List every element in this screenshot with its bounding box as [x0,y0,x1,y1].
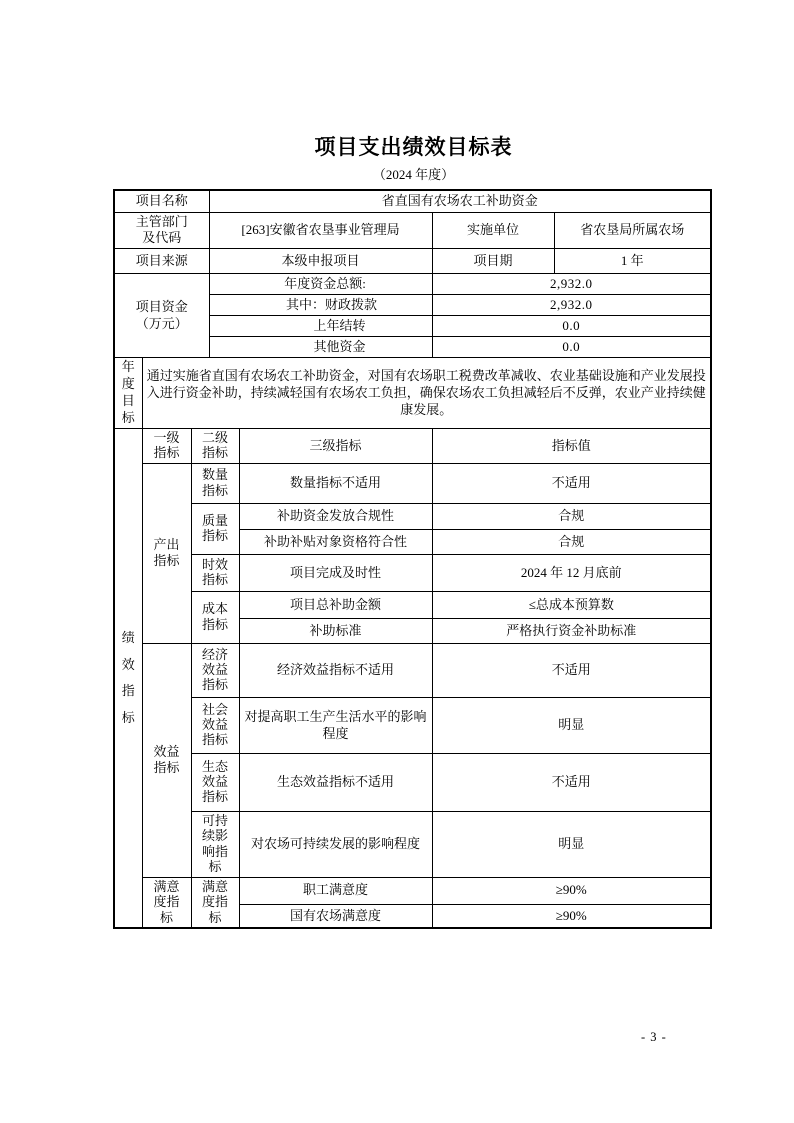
dept-label [114,212,209,249]
level3-cell: 补助标准 [239,619,432,644]
fund-value-carryover: 0.0 [432,316,711,337]
level2-cell: 生态效益指标 [191,754,239,812]
table-row [114,358,711,429]
level1-cell: 产出指标 [142,464,191,644]
period-label: 项目期 [432,249,554,274]
performance-target-table [113,189,712,929]
dept-value: [263]安徽省农垦事业管理局 [209,212,432,249]
header-level1: 一级指标 [142,428,191,463]
level2-cell: 质量指标 [191,504,239,555]
indicator-row [114,812,711,878]
source-label: 项目来源 [114,249,209,274]
table-row [114,428,711,463]
header-level2: 二级指标 [191,428,239,463]
value-cell: 2024 年 12 月底前 [432,555,711,592]
indicator-row [114,754,711,812]
annual-goal-label [114,358,142,429]
dept-label-text: 主管部门及代码 [135,213,188,246]
level2-cell: 经济效益指标 [191,644,239,698]
document-content [113,0,714,929]
level1-cell: 满意度指标 [142,877,191,928]
funds-label [114,274,209,358]
fund-value-fiscal: 2,932.0 [432,295,711,316]
fund-item-fiscal: 其中：财政拨款 [209,295,432,316]
indicator-row [114,464,711,504]
value-cell: 不适用 [432,464,711,504]
indicator-row [114,555,711,592]
level3-cell: 对提高职工生产生活水平的影响程度 [239,698,432,754]
level2-cell: 数量指标 [191,464,239,504]
page-title: 项目支出绩效目标表 [314,136,513,159]
level2-cell: 满意度指标 [191,877,239,928]
value-cell: 严格执行资金补助标准 [432,619,711,644]
value-cell: 不适用 [432,644,711,698]
indicators-label [114,428,142,928]
value-cell: 合规 [432,504,711,530]
level3-cell: 项目完成及时性 [239,555,432,592]
level3-cell: 补助资金发放合规性 [239,504,432,530]
header-level3: 三级指标 [239,428,432,463]
value-cell: 不适用 [432,754,711,812]
indicator-row [114,644,711,698]
level2-cell: 可持续影响指标 [191,812,239,878]
table-row [114,190,711,212]
source-value: 本级申报项目 [209,249,432,274]
level2-cell: 社会效益指标 [191,698,239,754]
fund-value-total: 2,932.0 [432,274,711,295]
value-cell: ≥90% [432,904,711,928]
indicator-row [114,877,711,904]
page-number: - 3 - [641,1030,667,1044]
indicator-row [114,698,711,754]
header-value: 指标值 [432,428,711,463]
value-cell: ≥90% [432,877,711,904]
table-row [114,249,711,274]
impl-unit-label: 实施单位 [432,212,554,249]
table-row [114,274,711,295]
level2-cell: 时效指标 [191,555,239,592]
level3-cell: 国有农场满意度 [239,904,432,928]
value-cell: 明显 [432,698,711,754]
level3-cell: 对农场可持续发展的影响程度 [239,812,432,878]
fund-item-other: 其他资金 [209,337,432,358]
annual-goal-text: 通过实施省直国有农场农工补助资金，对国有农场职工税费改革减收、农业基础设施和产业发展投入进行资金补助，持续减轻国有农场农工负担，确保农场农工负担减轻后不反弹，农业产业持续健康发展。 [142,358,711,429]
indicator-row [114,504,711,530]
level3-cell: 补助补贴对象资格符合性 [239,530,432,555]
fund-item-carryover: 上年结转 [209,316,432,337]
level1-cell: 效益指标 [142,644,191,878]
indicator-row [114,592,711,619]
value-cell: 合规 [432,530,711,555]
impl-unit-value: 省农垦局所属农场 [554,212,711,249]
level3-cell: 数量指标不适用 [239,464,432,504]
level2-cell: 成本指标 [191,592,239,644]
level3-cell: 项目总补助金额 [239,592,432,619]
project-name-label: 项目名称 [114,190,209,212]
value-cell: ≤总成本预算数 [432,592,711,619]
indicators-label-text: 绩效指标 [121,629,135,725]
level3-cell: 生态效益指标不适用 [239,754,432,812]
value-cell: 明显 [432,812,711,878]
fund-value-other: 0.0 [432,337,711,358]
period-value: 1 年 [554,249,711,274]
level3-cell: 经济效益指标不适用 [239,644,432,698]
annual-goal-label-text: 年度目标 [121,359,135,425]
level3-cell: 职工满意度 [239,877,432,904]
project-name-value: 省直国有农场农工补助资金 [209,190,711,212]
table-row [114,212,711,249]
page-subtitle: （2024 年度） [372,167,455,182]
fund-item-total: 年度资金总额: [209,274,432,295]
funds-label-text: 项目资金（万元） [135,298,188,331]
